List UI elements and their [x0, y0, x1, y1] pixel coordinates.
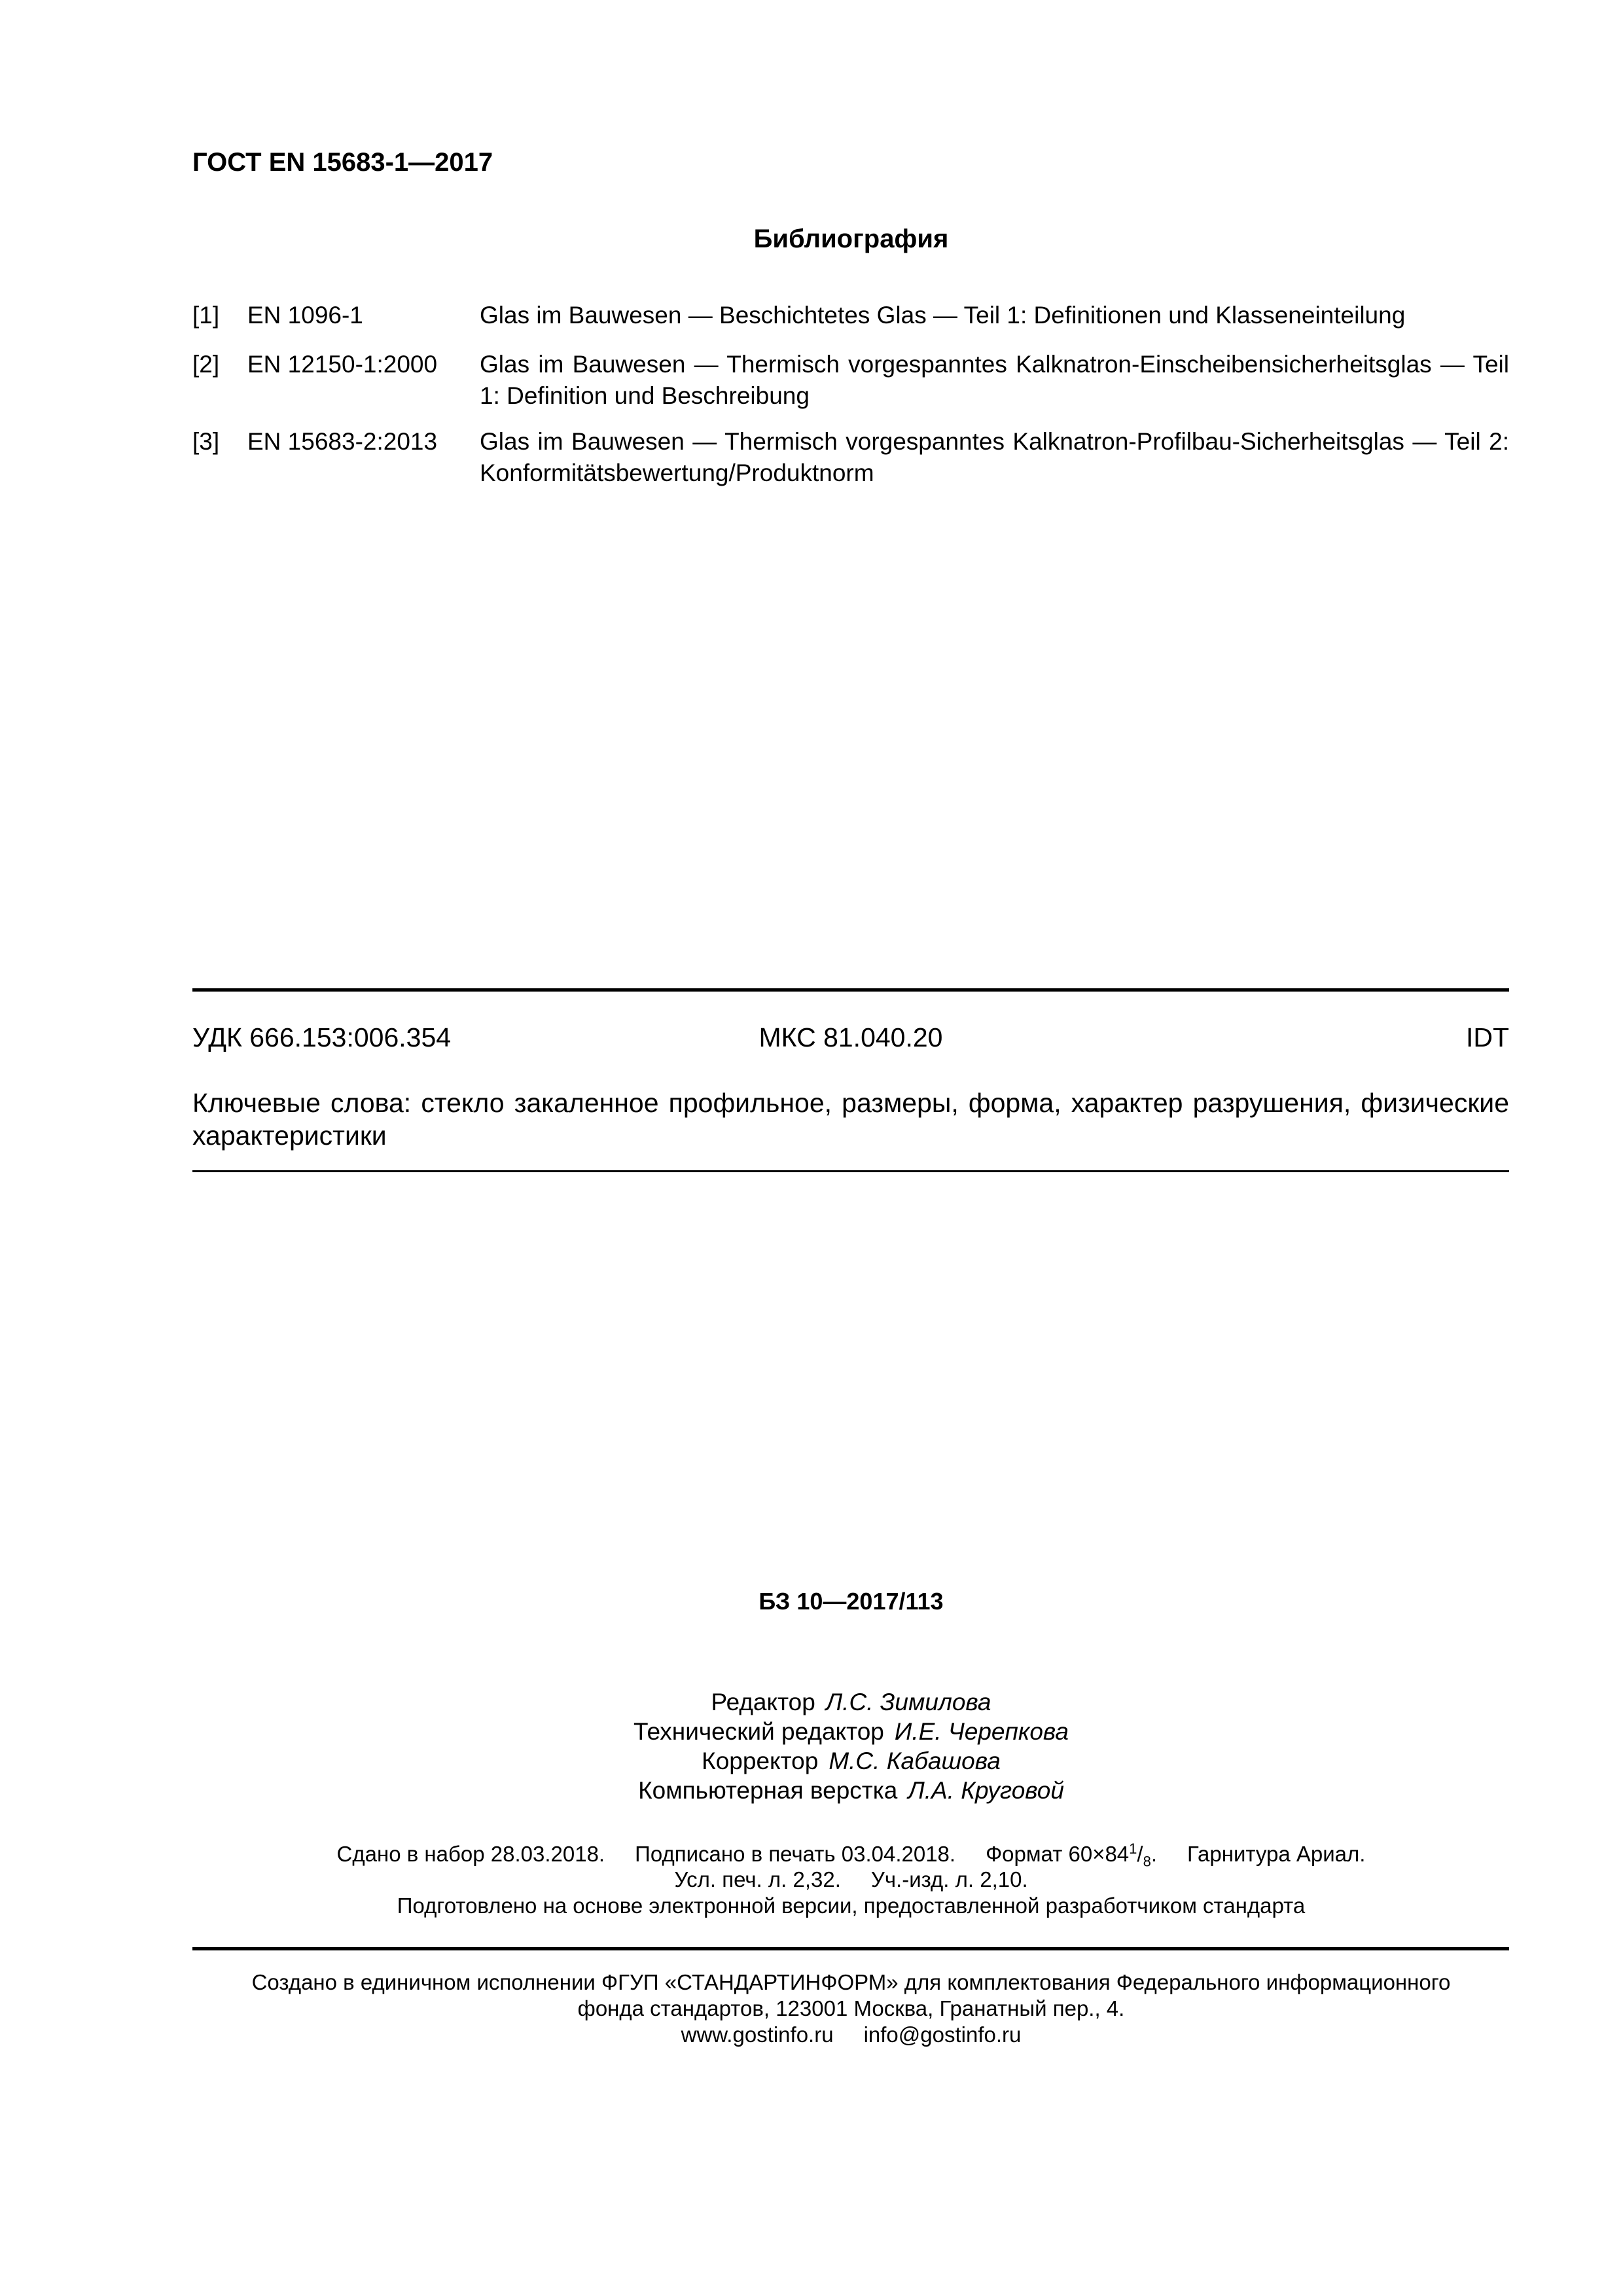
footer-line-1: Создано в единичном исполнении ФГУП «СТАНДАРТИНФОРМ» для комплектования Федерального информационного [251, 1970, 1451, 1994]
bibliography-item-title: Glas im Bauwesen — Thermisch vorgespanntes Kalknatron-Profilbau-Sicherheitsglas — Teil 2: Konformitätsbewertung/Produktnorm [480, 428, 1509, 486]
imprint-prepared: Подготовлено на основе электронной версии, предоставленной разработчиком стандарта [397, 1893, 1306, 1918]
footer-top-rule [192, 1947, 1509, 1950]
staff-line-tech-editor [0, 1718, 1623, 1746]
bibliography-item-title: Glas im Bauwesen — Thermisch vorgespanntes Kalknatron-Einscheibensicherheitsglas — Teil 1: Definition und Beschreibung [480, 351, 1509, 409]
idt-mark: IDT [1465, 1022, 1509, 1052]
bibliography-item-number: [2] [192, 351, 220, 378]
bibliography-item-code: EN 1096-1 [247, 302, 363, 329]
staff-name: Л.С. Зимилова [825, 1689, 991, 1715]
bibliography-item [192, 300, 1509, 332]
keywords-bottom-rule [192, 1170, 1509, 1172]
imprint-publ-sheets: Уч.-изд. л. 2,10. [870, 1867, 1028, 1892]
bibliography-item [192, 349, 1509, 414]
keywords-text: Ключевые слова: стекло закаленное профильное, размеры, форма, характер разрушения, физические характеристики [192, 1088, 1509, 1151]
bibliography-item [192, 426, 1509, 492]
imprint-format: Формат $60\times 84^1/_8$. [986, 1840, 1157, 1870]
udk-code: УДК 666.153:006.354 [192, 1022, 452, 1052]
staff-role: Технический редактор [633, 1718, 884, 1745]
bibliography-item-code: EN 12150-1:2000 [247, 351, 438, 378]
staff-line-layout [0, 1777, 1623, 1804]
imprint-signed: Подписано в печать 03.04.2018. [635, 1842, 956, 1866]
bibliography-item-number: [1] [192, 302, 220, 329]
document-standard-id: ГОСТ EN 15683-1—2017 [192, 148, 493, 177]
imprint-line-1 [0, 1840, 1623, 1871]
bibliography-item-number: [3] [192, 428, 220, 455]
staff-name: М.С. Кабашова [829, 1748, 1001, 1774]
imprint-line-2 [0, 1867, 1623, 1892]
staff-role: Корректор [702, 1748, 819, 1774]
staff-role: Компьютерная верстка [638, 1777, 898, 1804]
footer-line-2: фонда стандартов, 123001 Москва, Гранатный пер., 4. [577, 1996, 1125, 2020]
staff-line-editor [0, 1689, 1623, 1716]
bibliography-item-title: Glas im Bauwesen — Beschichtetes Glas — Teil 1: Definitionen und Klasseneinteilung [480, 302, 1406, 329]
footer-contacts [0, 2022, 1623, 2047]
imprint-print-sheets: Усл. печ. л. 2,32. [674, 1867, 841, 1892]
staff-name: И.Е. Черепкова [894, 1718, 1069, 1745]
bibliography-title: Библиография [753, 224, 949, 253]
staff-role: Редактор [711, 1689, 815, 1715]
staff-name: Л.А. Круговой [908, 1777, 1064, 1804]
bibliography-item-code: EN 15683-2:2013 [247, 428, 438, 455]
staff-line-proofreader [0, 1748, 1623, 1775]
email-link[interactable]: info@gostinfo.ru [863, 2022, 1022, 2047]
imprint-submitted: Сдано в набор 28.03.2018. [336, 1842, 605, 1866]
classification-top-rule [192, 988, 1509, 992]
mks-code: МКС 81.040.20 [758, 1022, 943, 1052]
website-link[interactable]: www.gostinfo.ru [681, 2022, 834, 2047]
bz-number: БЗ 10—2017/113 [758, 1588, 944, 1615]
imprint-typeface: Гарнитура Ариал. [1187, 1842, 1366, 1866]
